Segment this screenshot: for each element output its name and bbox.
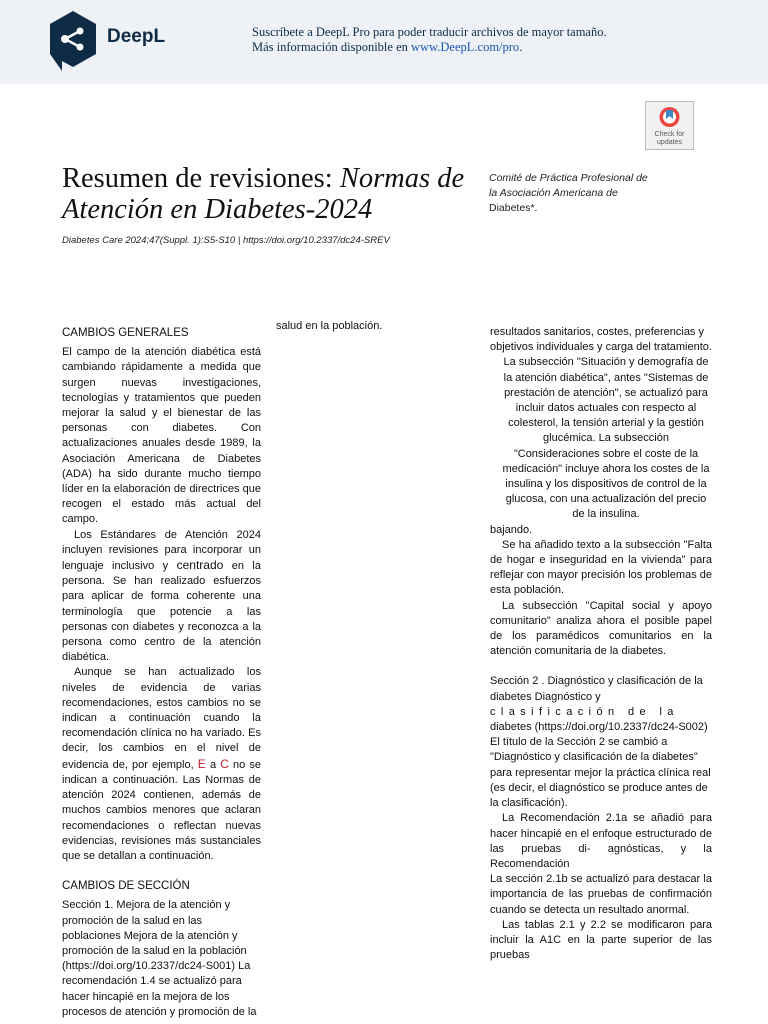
heading-general-changes: CAMBIOS GENERALES (62, 327, 189, 339)
paragraph: El campo de la atención diabética está cambiando rápidamente a medida que surgen nuevas investigaciones, tecnologías y tratamientos que pueden mejorar la salud y el bienestar de las personas con diabetes. Con actualizaciones anuales desde 1989, la Asociación Americana de Diabetes (ADA) ha sido durante mucho tiempo líder en la elaboración de directrices que recogen el estado más actual del campo. (62, 346, 261, 526)
column-1 (62, 326, 261, 1020)
deepl-logo-icon (48, 10, 98, 72)
paragraph: Los Estándares de Atención 2024 incluyen revisiones para incorporar un lenguaje inclusivo y centrado en la persona. Se han realizado esfuerzos para aplicar de forma coherente una terminología que potencie a las personas con diabetes y reconozca a la persona como centro de la atención diabética. (62, 528, 261, 664)
crossmark-icon (646, 102, 693, 132)
banner-line-2: Más información disponible en www.DeepL.com/pro. (252, 40, 523, 54)
deepl-logo-text: DeepL (107, 26, 166, 47)
paragraph: resultados sanitarios, costes, preferencias y objetivos individuales y carga del tratamiento. (490, 326, 712, 354)
deepl-banner (0, 0, 768, 84)
check-for-updates-label: Check for updates (654, 131, 685, 146)
banner-message (252, 25, 607, 55)
paragraph: La sección 2.1b se actualizó para destacar la importancia de las pruebas de confirmación cuando se detecta un resultado anormal. (490, 873, 712, 916)
deepl-pro-link[interactable]: www.DeepL.com/pro (411, 40, 520, 54)
paragraph: La subsección "Situación y demografía de la atención diabética", antes "Sistemas de prestación de atención", se actualizó para incluir datos actuales con respecto al colesterol, la tensión arterial y la gestión glucémica. La subsección "Consideraciones sobre el coste de la medicación" incluye ahora los costes de la insulina y los dispositivos de control de la glucosa, con una actualización del precio de la insulina. (502, 356, 710, 521)
paragraph: Sección 2 . Diagnóstico y clasificación de la diabetes Diagnóstico y clasificación de la diabetes (https://doi.org/10.2337/dc24-S002) El título de la Sección 2 se cambió a "Diagnóstico y clasificación de la diabetes" para representar mejor la práctica clínica real (es decir, el diagnóstico se produce antes de la clasificación). (490, 675, 711, 810)
paragraph: Se ha añadido texto a la subsección "Falta de hogar e inseguridad en la vivienda" para reflejar con mayor precisión los problemas de esta población. (490, 538, 712, 597)
heading-section-changes: CAMBIOS DE SECCIÓN (62, 880, 190, 893)
column-2 (276, 319, 471, 334)
committee-authors: Comité de Práctica Profesional de la Asociación Americana de Diabetes*. (489, 172, 648, 214)
banner-line-1: Suscríbete a DeepL Pro para poder traducir archivos de mayor tamaño. (252, 25, 607, 39)
evidence-level-e: E (197, 756, 206, 771)
paragraph: salud en la población. (276, 320, 383, 332)
check-for-updates-badge[interactable] (645, 101, 694, 150)
paragraph: La subsección "Capital social y apoyo comunitario" analiza ahora el posible papel de los paramédicos comunitarios en la atención comunitaria de la diabetes. (490, 599, 712, 658)
article-title: Resumen de revisiones: Normas de Atención en Diabetes-2024 (62, 163, 465, 225)
article-citation: Diabetes Care 2024;47(Suppl. 1):S5-S10 | https://doi.org/10.2337/dc24-SREV (62, 235, 390, 246)
paragraph: La Recomendación 2.1a se añadió para hacer hincapié en el enfoque estructurado de las pruebas di- agnósticas, y la Recomendación (490, 812, 712, 870)
paragraph: Aunque se han actualizado los niveles de evidencia de varias recomendaciones, estos cambios no se indican a continuación cuando la recomendación clínica no ha variado. Es decir, los cambios en el nivel de evidencia de, por ejemplo, E a C no se indican a continuación. Las Normas de atención 2024 contienen, además de muchos cambios menores que aclaran recomendaciones o reflectan nuevas evidencias, revisiones más sustanciales que se detallan a continuación. (62, 666, 262, 862)
paragraph: Las tablas 2.1 y 2.2 se modificaron para incluir la A1C en la parte superior de las pruebas (490, 918, 712, 962)
paragraph: Sección 1. Mejora de la atención y promoción de la salud en las poblaciones Mejora de la atención y promoción de la salud en la población (https://doi.org/10.2337/dc24-S001) La recomendación 1.4 se actualizó para hacer hincapié en la mejora de los procesos de atención y promoción de la (62, 899, 257, 1018)
column-3 (490, 325, 712, 963)
evidence-level-c: C (220, 756, 229, 771)
paragraph: bajando. (490, 523, 533, 536)
